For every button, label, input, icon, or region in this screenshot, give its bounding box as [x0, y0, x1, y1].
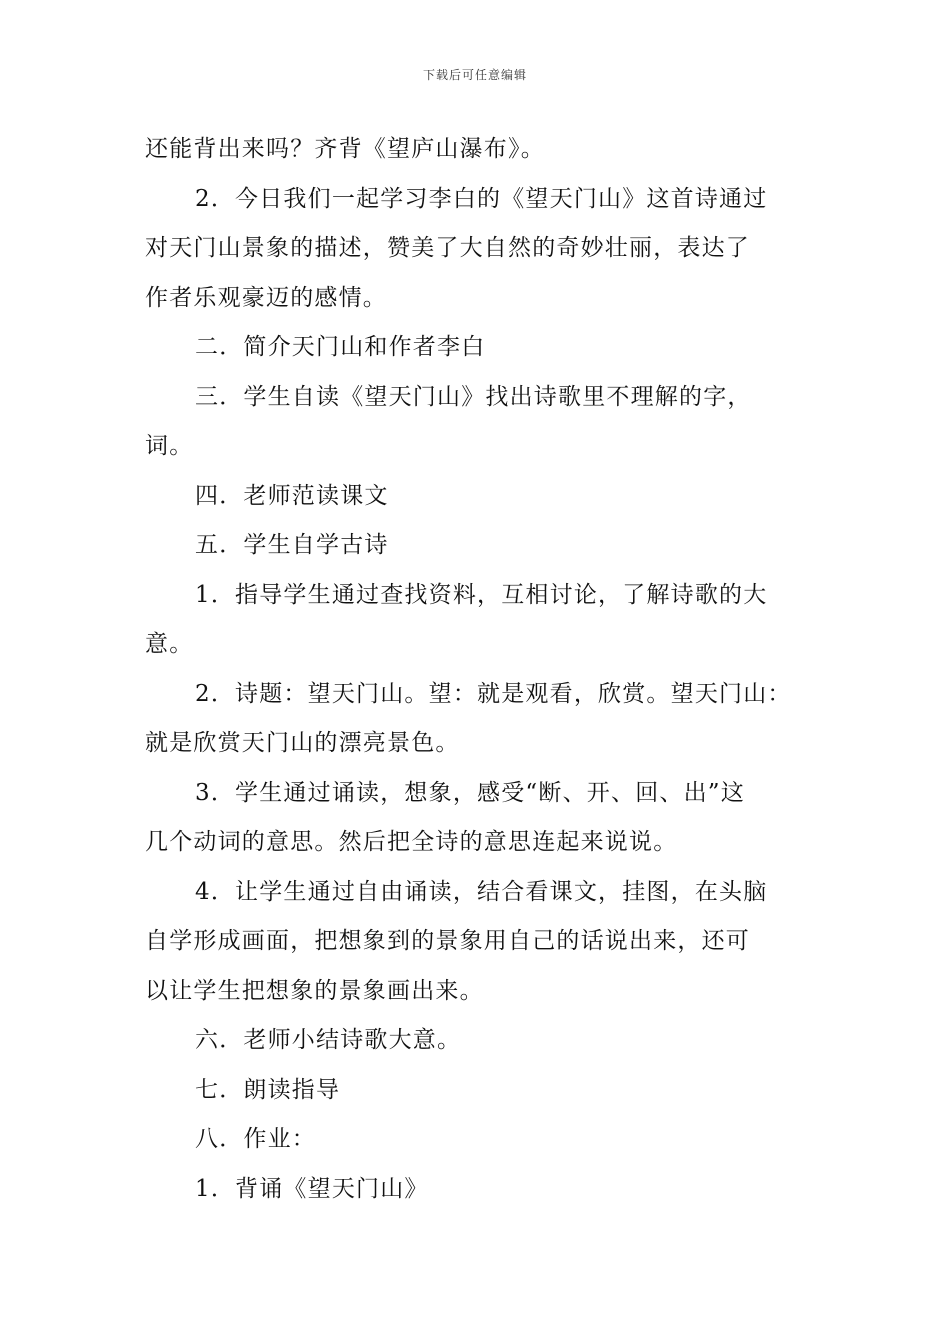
section-heading: 六．老师小结诗歌大意。	[195, 1027, 462, 1053]
text-line: 以让学生把想象的景象画出来。	[145, 977, 484, 1004]
text-line: 1．背诵《望天门山》	[195, 1175, 429, 1202]
section-heading: 七．朗读指导	[195, 1076, 341, 1103]
text-line: 1．指导学生通过查找资料，互相讨论，了解诗歌的大	[195, 581, 768, 608]
section-heading: 三．学生自读《望天门山》找出诗歌里不理解的字，	[195, 383, 752, 410]
text-line: 2．今日我们一起学习李白的《望天门山》这首诗通过	[195, 185, 768, 212]
section-heading: 五．学生自学古诗	[195, 532, 389, 558]
section-heading: 二．简介天门山和作者李白	[195, 334, 486, 360]
text-line: 作者乐观豪迈的感情。	[145, 284, 387, 311]
section-heading: 四．老师范读课文	[195, 482, 389, 509]
text-line: 就是欣赏天门山的漂亮景色。	[145, 730, 460, 756]
page-header: 下载后可任意编辑	[422, 68, 527, 82]
text-line: 自学形成画面，把想象到的景象用自己的话说出来，还可	[145, 928, 750, 954]
document-body	[145, 125, 810, 1214]
text-line: 意。	[145, 631, 194, 657]
text-line: 2．诗题：望天门山。望：就是观看，欣赏。望天门山：	[195, 680, 792, 707]
text-line: 对天门山景象的描述，赞美了大自然的奇妙壮丽，表达了	[145, 235, 750, 261]
text-line: 3．学生通过诵读，想象，感受“断、开、回、出”这	[195, 779, 745, 806]
section-heading: 八．作业：	[195, 1126, 316, 1152]
text-line: 词。	[145, 433, 194, 459]
text-line: 几个动词的意思。然后把全诗的意思连起来说说。	[145, 829, 678, 855]
text-line: 还能背出来吗？齐背《望庐山瀑布》。	[145, 136, 545, 162]
text-line: 4．让学生通过自由诵读，结合看课文，挂图，在头脑	[195, 878, 768, 905]
